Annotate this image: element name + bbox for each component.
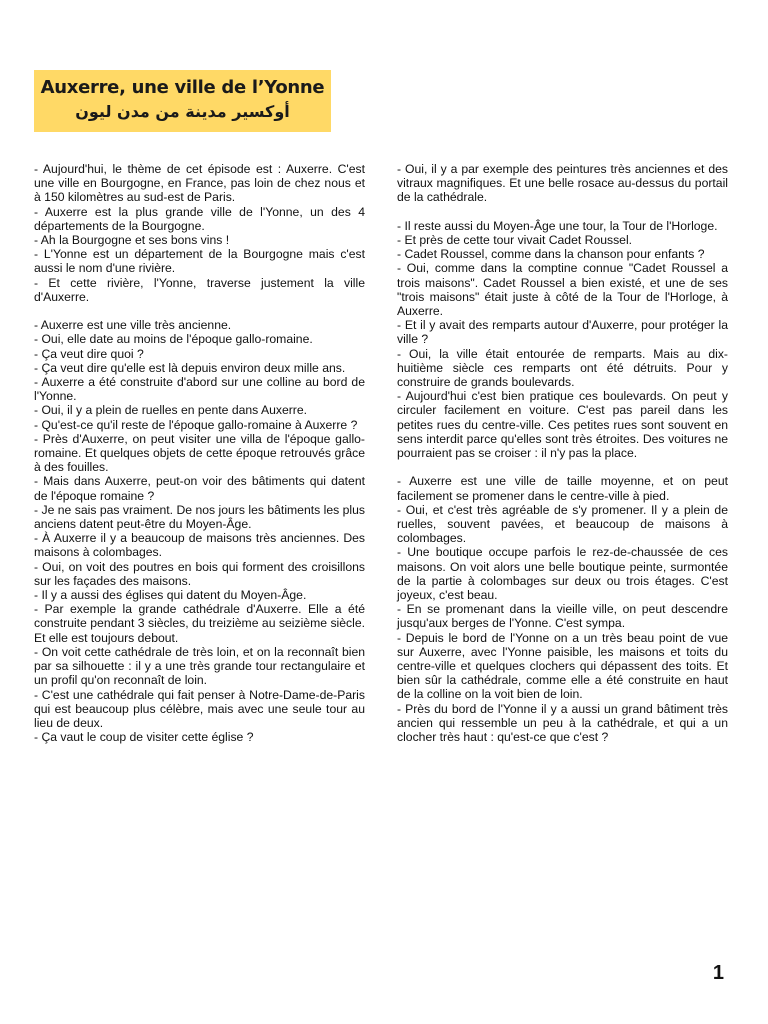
dialogue-line: - Ça vaut le coup de visiter cette église ?: [34, 730, 254, 745]
dialogue-line: - Qu'est-ce qu'il reste de l'époque gallo-romaine à Auxerre ?: [34, 417, 358, 432]
page-title: Auxerre, une ville de l’Yonne: [40, 77, 325, 98]
left-text-column: [34, 162, 365, 744]
dialogue-line: - L'Yonne est un département de la Bourgogne mais c'est aussi le nom d'une rivière.: [34, 247, 365, 276]
dialogue-line: - Oui, elle date au moins de l'époque gallo-romaine.: [34, 332, 313, 347]
dialogue-line: - Aujourd'hui, le thème de cet épisode est : Auxerre. C'est une ville en Bourgogne, en France, pas loin de chez nous et à 150 kilomètres au sud-est de Paris.: [34, 162, 365, 205]
dialogue-line: - Et cette rivière, l'Yonne, traverse justement la ville d'Auxerre.: [34, 275, 365, 304]
dialogue-line: - En se promenant dans la vieille ville, on peut descendre jusqu'aux berges de l'Yonne. C'est sympa.: [397, 602, 728, 631]
dialogue-line: - Ça veut dire quoi ?: [34, 346, 144, 361]
dialogue-line: - Aujourd'hui c'est bien pratique ces boulevards. On peut y circuler facilement en voiture. C'est pas pareil dans les petites rues du centre-ville. Ces petites rues sont souvent en sens interdit parce qu'elles sont très étroites. Des voitures ne pourraient pas se croiser : il n'y pas la place.: [397, 389, 728, 461]
page-title-arabic: أوكسير مدينة من مدن ليون: [75, 102, 290, 121]
dialogue-line: - Depuis le bord de l'Yonne on a un très beau point de vue sur Auxerre, avec l'Yonne paisible, les maisons et toits du centre-ville et quelques clochers qui dépassent des toits. Et bien sûr la cathédrale, comme elle a été construite en haut de la colline on la voit bien de loin.: [397, 630, 728, 702]
dialogue-line: - Et il y avait des remparts autour d'Auxerre, pour protéger la ville ?: [397, 318, 728, 347]
paragraph-gap: [397, 205, 728, 219]
dialogue-line: - Près du bord de l'Yonne il y a aussi un grand bâtiment très ancien qui ressemble un peu à la cathédrale, et qui a un clocher très haut : qu'est-ce que c'est ?: [397, 701, 728, 745]
dialogue-line: - Près d'Auxerre, on peut visiter une villa de l'époque gallo-romaine. Et quelques objets de cette époque retrouvés grâce à des fouilles.: [34, 431, 365, 475]
title-banner: [34, 70, 331, 132]
dialogue-line: - À Auxerre il y a beaucoup de maisons très anciennes. Des maisons à colombages.: [34, 531, 365, 560]
dialogue-line: - Auxerre est une ville très ancienne.: [34, 318, 232, 333]
dialogue-line: - Et près de cette tour vivait Cadet Roussel.: [397, 233, 633, 247]
dialogue-line: - C'est une cathédrale qui fait penser à Notre-Dame-de-Paris qui est beaucoup plus célèbre, mais avec une seule tour au lieu de deux.: [34, 687, 365, 730]
dialogue-line: - Auxerre a été construite d'abord sur une colline au bord de l'Yonne.: [34, 375, 365, 404]
dialogue-line: - Oui, il y a par exemple des peintures très anciennes et des vitraux magnifiques. Et une belle rosace au-dessus du portail de la cathédrale.: [397, 162, 728, 205]
dialogue-line: - Oui, il y a plein de ruelles en pente dans Auxerre.: [34, 403, 308, 418]
dialogue-line: - Par exemple la grande cathédrale d'Auxerre. Elle a été construite pendant 3 siècles, du treizième au seizième siècle. Et elle est toujours debout.: [34, 602, 365, 645]
paragraph-gap: [397, 460, 728, 474]
dialogue-line: - Oui, on voit des poutres en bois qui forment des croisillons sur les façades des maisons.: [34, 559, 365, 588]
dialogue-line: - Oui, et c'est très agréable de s'y promener. Il y a plein de ruelles, souvent pavées, et beaucoup de maisons à colombages.: [397, 502, 728, 546]
right-text-column: [397, 162, 728, 744]
dialogue-line: - Ça veut dire qu'elle est là depuis environ deux mille ans.: [34, 360, 346, 375]
dialogue-line: - Mais dans Auxerre, peut-on voir des bâtiments qui datent de l'époque romaine ?: [34, 474, 365, 503]
dialogue-line: - Auxerre est une ville de taille moyenne, et on peut facilement se promener dans le centre-ville à pied.: [397, 474, 728, 503]
paragraph-gap: [34, 304, 365, 318]
dialogue-line: - Oui, comme dans la comptine connue "Cadet Roussel a trois maisons". Cadet Roussel a bien existé, et une de ses "trois maisons" était juste à côté de la Tour de l'Horloge, à Auxerre.: [397, 261, 728, 319]
dialogue-line: - Une boutique occupe parfois le rez-de-chaussée de ces maisons. On voit alors une belle boutique peinte, surmontée de la partie à colombages sur deux ou trois étages. C'est joyeux, c'est beau.: [397, 545, 728, 603]
dialogue-line: - Auxerre est la plus grande ville de l'Yonne, un des 4 départements de la Bourgogne.: [34, 204, 365, 233]
dialogue-line: - Il y a aussi des églises qui datent du Moyen-Âge.: [34, 588, 307, 603]
dialogue-line: - Oui, la ville était entourée de remparts. Mais au dix-huitième siècle ces remparts ont été détruits. Pour y construire de grands boulevards.: [397, 346, 728, 390]
dialogue-line: - Il reste aussi du Moyen-Âge une tour, la Tour de l'Horloge.: [397, 218, 718, 233]
dialogue-line: - Ah la Bourgogne et ses bons vins !: [34, 233, 230, 248]
dialogue-line: - Je ne sais pas vraiment. De nos jours les bâtiments les plus anciens datent peut-être du Moyen-Âge.: [34, 502, 365, 532]
dialogue-line: - Cadet Roussel, comme dans la chanson pour enfants ?: [397, 247, 705, 262]
page-number: 1: [712, 962, 724, 984]
dialogue-line: - On voit cette cathédrale de très loin, et on la reconnaît bien par sa silhouette : il y a une très grande tour rectangulaire et un profil qu'on reconnaît de loin.: [34, 644, 365, 688]
